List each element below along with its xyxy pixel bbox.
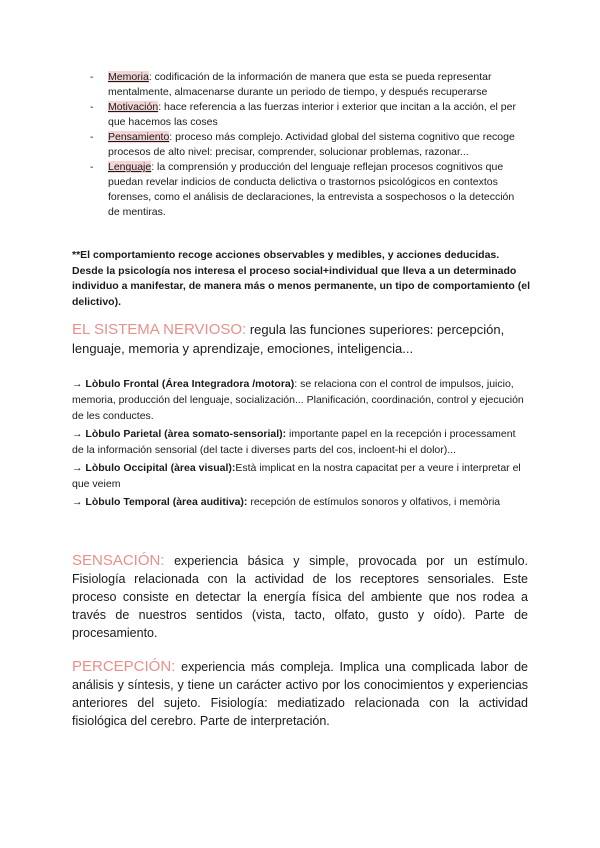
section-heading: PERCEPCIÓN: xyxy=(72,658,176,675)
list-item xyxy=(0,160,528,220)
lobe-title: Lòbulo Parietal (àrea somato-sensorial): xyxy=(85,428,287,440)
lobe-title: Lòbulo Temporal (àrea auditiva): xyxy=(85,496,248,508)
lobe-title: Lòbulo Frontal (Área Integradora /motora) xyxy=(85,378,295,390)
bullet-text: : hace referencia a las fuerzas interior i exterior que incitan a la acción, el per que hacemos las coses xyxy=(108,101,516,128)
section-text: experiencia básica y simple, provocada por un estímulo. Fisiología relacionada con la actividad de los receptores sensoriales. Este proceso consiste en detectar la energía física del ambiente que nos rodea a través de nuestros sentidos (vista, tacto, olfato, gusto y oído). Parte de procesamiento. xyxy=(72,554,528,640)
bullet-dash: - xyxy=(90,101,94,113)
sistema-nervioso-section xyxy=(72,320,528,358)
list-item xyxy=(0,130,528,160)
lobe-title: Lòbulo Occipital (àrea visual): xyxy=(85,462,236,474)
lobe-item-temporal xyxy=(72,494,528,510)
bullet-text: : la comprensión y producción del lenguaje reflejan procesos cognitivos que puedan revelar indicios de conducta delictiva o trastornos psicológicos en contextos forenses, como el análisis de declaraciones, la entrevista a sospechosos o la detección de mentiras. xyxy=(108,161,515,218)
lobe-text: : se relaciona con el control de impulsos, juicio, memoria, producción del lenguaje, socialización... Planificación, coordinación, control y ejecución de les conductes. xyxy=(72,378,524,422)
section-heading: SENSACIÓN: xyxy=(72,552,165,569)
section-text: regula las funciones superiores: percepción, lenguaje, memoria y aprendizaje, emociones, inteligencia... xyxy=(72,322,505,356)
arrow-icon: → xyxy=(72,428,83,440)
bullet-text: : codificación de la información de manera que esta se pueda representar mentalmente, almacenarse durante un periodo de tiempo, y después recuperarse xyxy=(108,71,492,98)
list-item xyxy=(0,70,528,100)
bullet-dash: - xyxy=(90,131,94,143)
bullet-term: Pensamiento xyxy=(108,131,170,143)
section-text: experiencia más compleja. Implica una complicada labor de análisis y síntesis, y tiene un carácter activo por los conocimientos y experiencias anteriores del sujeto. Fisiología: mediatizado relacionada con la actividad fisiológica del cerebro. Parte de interpretación. xyxy=(72,660,528,728)
lobe-text: importante papel en la recepción i processament de la información sensorial (del tacte i diverses parts del cos, incloent-hi el dolor)... xyxy=(72,428,516,456)
section-heading: EL SISTEMA NERVIOSO: xyxy=(72,321,247,338)
bullet-term: Motivación xyxy=(108,101,159,113)
bullet-dash: - xyxy=(90,161,94,173)
lobe-item-parietal xyxy=(72,426,528,458)
behavior-note: **El comportamiento recoge acciones observables y medibles, y acciones deducidas. Desde la psicología nos interesa el proceso social+individual que lleva a un determinado individuo a manifestar, de manera más o menos permanente, un tipo de comportamiento (el delictivo). xyxy=(72,249,531,308)
bullet-term: Memoria xyxy=(108,71,149,83)
bullet-list xyxy=(0,70,600,220)
bullet-term: Lenguaje xyxy=(108,161,152,173)
lobe-text: recepción de estímulos sonoros y olfativos, i memòria xyxy=(247,496,501,508)
list-item xyxy=(0,100,528,130)
bullet-dash: - xyxy=(90,71,94,83)
arrow-icon: → xyxy=(72,462,83,474)
lobe-text: Està implicat en la nostra capacitat per a veure i interpretar el que veiem xyxy=(72,462,521,490)
percepcion-section xyxy=(72,658,528,730)
sensacion-section xyxy=(72,552,528,642)
lobe-item-occipital xyxy=(72,460,528,492)
arrow-icon: → xyxy=(72,496,83,508)
lobe-item-frontal xyxy=(72,376,528,424)
arrow-icon: → xyxy=(72,378,83,390)
lobe-list xyxy=(72,376,528,512)
bullet-text: : proceso más complejo. Actividad global del sistema cognitivo que recoge procesos de alto nivel: precisar, comprender, solucionar problemas, razonar... xyxy=(108,131,515,158)
